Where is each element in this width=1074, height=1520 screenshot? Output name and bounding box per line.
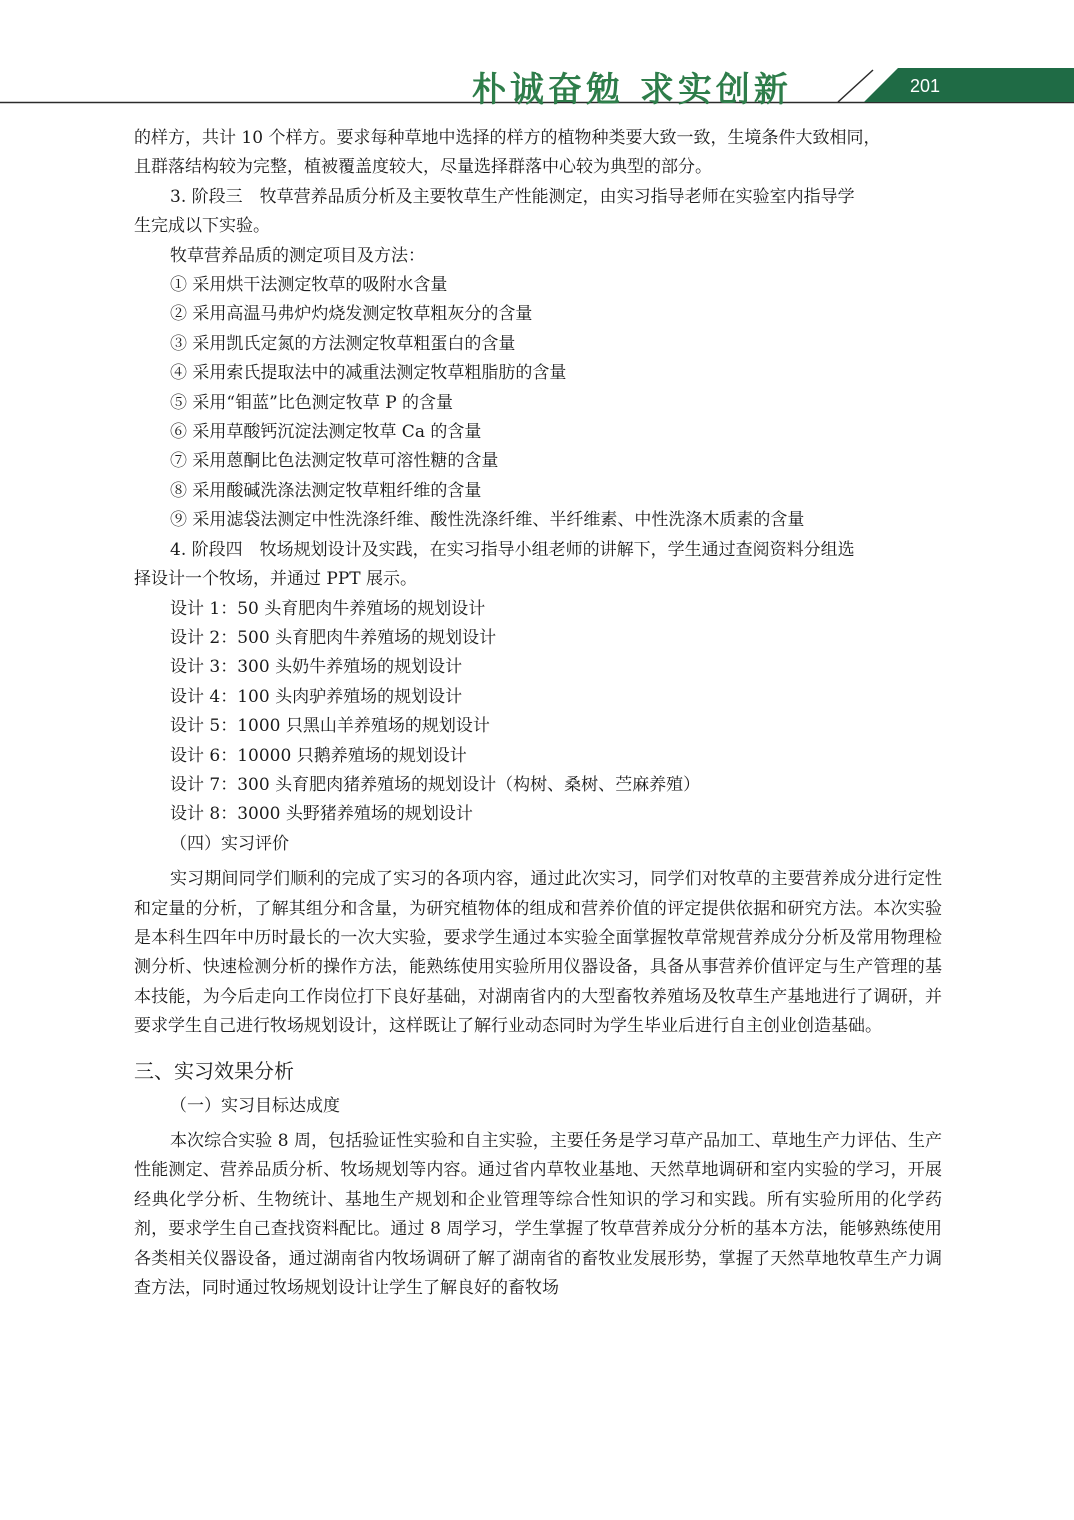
body-line: 择设计一个牧场，并通过 PPT 展示。 [134, 569, 418, 590]
list-item: ⑥ 采用草酸钙沉淀法测定牧草 Ca 的含量 [170, 422, 482, 443]
page-number: 201 [910, 76, 941, 96]
list-item: ⑨ 采用滤袋法测定中性洗涤纤维、酸性洗涤纤维、半纤维素、中性洗涤木质素的含量 [170, 510, 805, 531]
body-line: 4. 阶段四 牧场规划设计及实践，在实习指导小组老师的讲解下，学生通过查阅资料分组选 [170, 539, 855, 560]
list-item: ⑤ 采用“钼蓝”比色测定牧草 P 的含量 [170, 392, 454, 413]
body-line: 且群落结构较为完整，植被覆盖度较大，尽量选择群落中心较为典型的部分。 [134, 157, 712, 178]
list-item: 设计 3：300 头奶牛养殖场的规划设计 [170, 657, 463, 678]
body-line: 3. 阶段三 牧草营养品质分析及主要牧草生产性能测定，由实习指导老师在实验室内指导学 [170, 186, 855, 207]
list-item: ④ 采用索氏提取法中的减重法测定牧草粗脂肪的含量 [170, 363, 567, 384]
list-item: 设计 4：100 头肉驴养殖场的规划设计 [170, 686, 463, 707]
list-item: ② 采用高温马弗炉灼烧发测定牧草粗灰分的含量 [170, 304, 533, 325]
list-item: 设计 5：1000 只黑山羊养殖场的规划设计 [170, 716, 490, 737]
page-body [134, 124, 942, 1303]
design-list [134, 595, 942, 830]
subsection-title: （一）实习目标达成度 [170, 1095, 340, 1116]
method-list [134, 271, 942, 536]
header-motto: 朴诚奋勉 求实创新 [472, 70, 792, 110]
list-item: 设计 2：500 头育肥肉牛养殖场的规划设计 [170, 627, 497, 648]
section-title: 三、实习效果分析 [134, 1058, 294, 1083]
list-item: 设计 1：50 头育肥肉牛养殖场的规划设计 [170, 598, 486, 619]
list-item: ① 采用烘干法测定牧草的吸附水含量 [170, 275, 448, 296]
list-item: ⑧ 采用酸碱洗涤法测定牧草粗纤维的含量 [170, 480, 482, 501]
evaluation-paragraph: 实习期间同学们顺利的完成了实习的各项内容，通过此次实习，同学们对牧草的主要营养成分进行定性和定量的分析，了解其组分和含量，为研究植物体的组成和营养价值的评定提供依据和研究方法。本次实验是本科生四年中历时最长的一次大实验，要求学生通过本实验全面掌握牧草常规营养成分分析及常用物理检测分析、快速检测分析的操作方法，能熟练使用实验所用仪器设备，具备从事营养价值评定与生产管理的基本技能，为今后走向工作岗位打下良好基础，对湖南省内的大型畜牧养殖场及牧草生产基地进行了调研，并要求学生自己进行牧场规划设计，这样既让了解行业动态同时为学生毕业后进行自主创业创造基础。 [134, 869, 942, 1037]
list-item: 设计 7：300 头育肥肉猪养殖场的规划设计（构树、桑树、苎麻养殖） [170, 774, 701, 795]
body-line: 生完成以下实验。 [134, 216, 270, 237]
subsection-title: （四）实习评价 [170, 833, 289, 854]
body-line: 的样方，共计 10 个样方。要求每种草地中选择的样方的植物种类要大致一致，生境条件大致相同， [134, 128, 881, 148]
goal-paragraph: 本次综合实验 8 周，包括验证性实验和自主实验，主要任务是学习草产品加工、草地生产力评估、生产性能测定、营养品质分析、牧场规划等内容。通过省内草牧业基地、天然草地调研和室内实验的学习，开展经典化学分析、生物统计、基地生产规划和企业管理等综合性知识的学习和实践。所有实验所用的化学药剂，要求学生自己查找资料配比。通过 8 周学习，学生掌握了牧草营养成分分析的基本方法，能够熟练使用各类相关仪器设备，通过湖南省内牧场调研了解了湖南省的畜牧业发展形势，掌握了天然草地牧草生产力调查方法，同时通过牧场规划设计让学生了解良好的畜牧场 [134, 1131, 942, 1299]
list-item: 设计 6：10000 只鹅养殖场的规划设计 [170, 745, 467, 766]
list-item: 设计 8：3000 头野猪养殖场的规划设计 [170, 804, 473, 825]
list-item: ⑦ 采用蒽酮比色法测定牧草可溶性糖的含量 [170, 451, 499, 472]
page-header [0, 0, 1074, 110]
list-intro: 牧草营养品质的测定项目及方法： [170, 245, 425, 266]
list-item: ③ 采用凯氏定氮的方法测定牧草粗蛋白的含量 [170, 333, 516, 354]
